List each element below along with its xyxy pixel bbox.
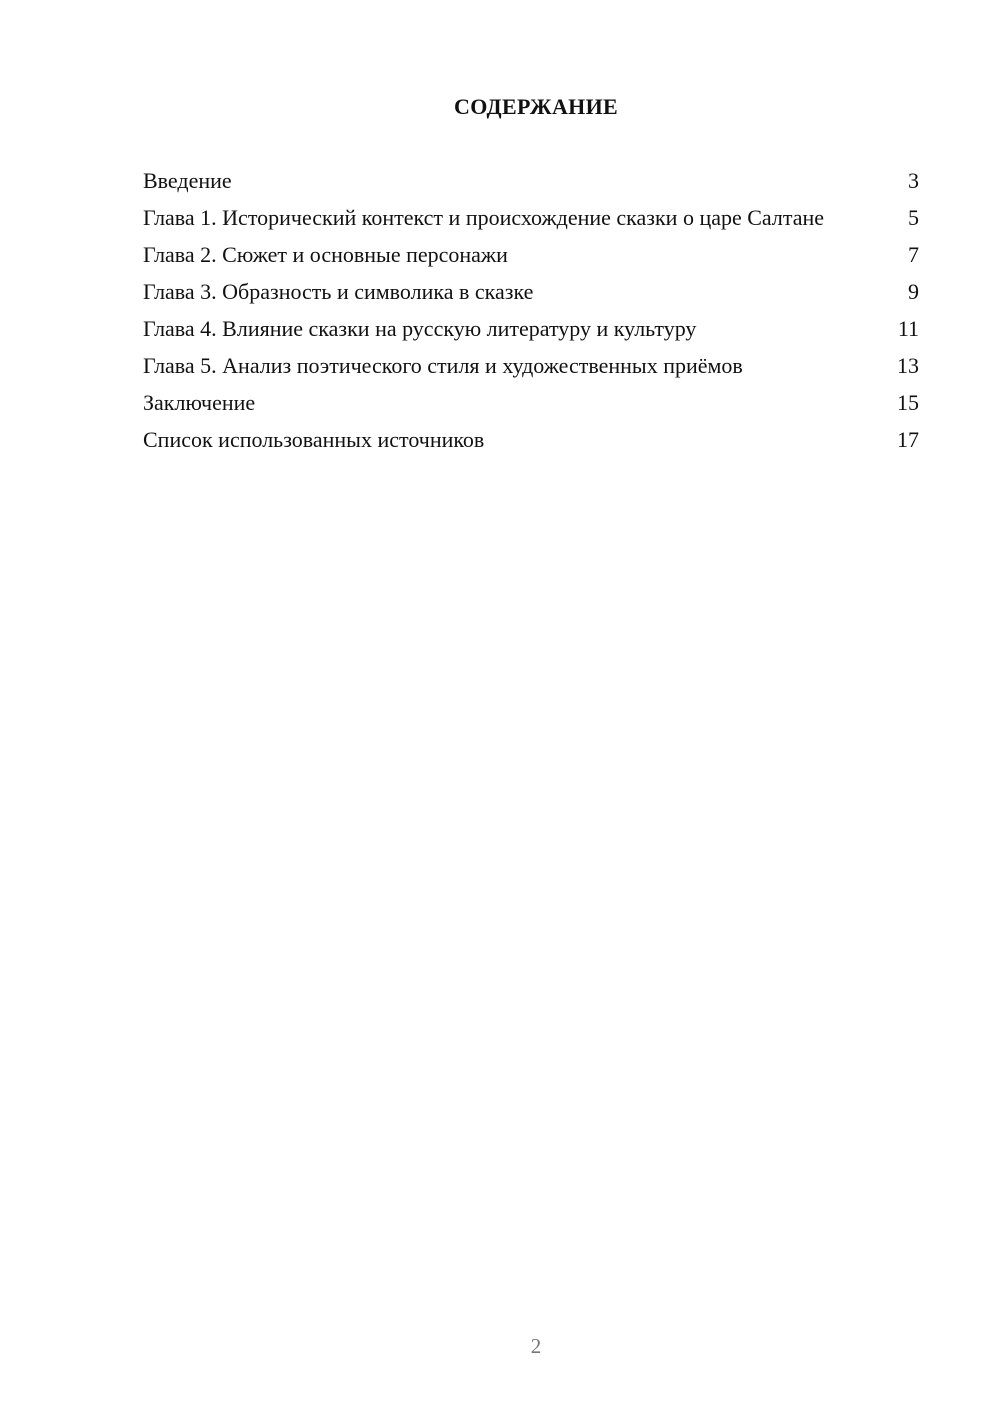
toc-entry-introduction — [143, 168, 919, 194]
toc-entry-text: Введение — [143, 168, 232, 193]
toc-entry-chapter-4 — [143, 316, 919, 342]
toc-entry-conclusion — [143, 390, 919, 416]
toc-entry-page: 5 — [908, 205, 919, 230]
toc-entry-page: 17 — [897, 427, 919, 452]
toc-entry-text: Глава 1. Исторический контекст и происхождение сказки о царе Салтане — [143, 205, 825, 230]
toc-entry-text: Список использованных источников — [143, 427, 485, 452]
page-title: СОДЕРЖАНИЕ — [454, 94, 618, 119]
toc-entry-text: Глава 2. Сюжет и основные персонажи — [143, 242, 508, 267]
toc-entry-page: 7 — [908, 242, 919, 267]
toc-entry-text: Глава 5. Анализ поэтического стиля и художественных приёмов — [143, 353, 743, 378]
toc-entry-page: 11 — [897, 316, 919, 341]
toc-entry-text: Глава 4. Влияние сказки на русскую литературу и культуру — [143, 316, 697, 341]
toc-entry-chapter-1 — [143, 205, 919, 231]
toc-entry-references — [143, 427, 919, 453]
page-number: 2 — [530, 1334, 542, 1358]
toc-entry-page: 15 — [897, 390, 919, 415]
toc-entry-page: 3 — [908, 168, 919, 193]
toc-entry-text: Глава 3. Образность и символика в сказке — [143, 279, 534, 304]
toc-entry-chapter-5 — [143, 353, 919, 379]
toc-entry-text: Заключение — [143, 390, 256, 415]
toc-entry-page: 13 — [897, 353, 919, 378]
toc-entry-chapter-3 — [143, 279, 919, 305]
toc-entry-chapter-2 — [143, 242, 919, 268]
table-of-contents — [143, 168, 919, 464]
toc-entry-page: 9 — [908, 279, 919, 304]
